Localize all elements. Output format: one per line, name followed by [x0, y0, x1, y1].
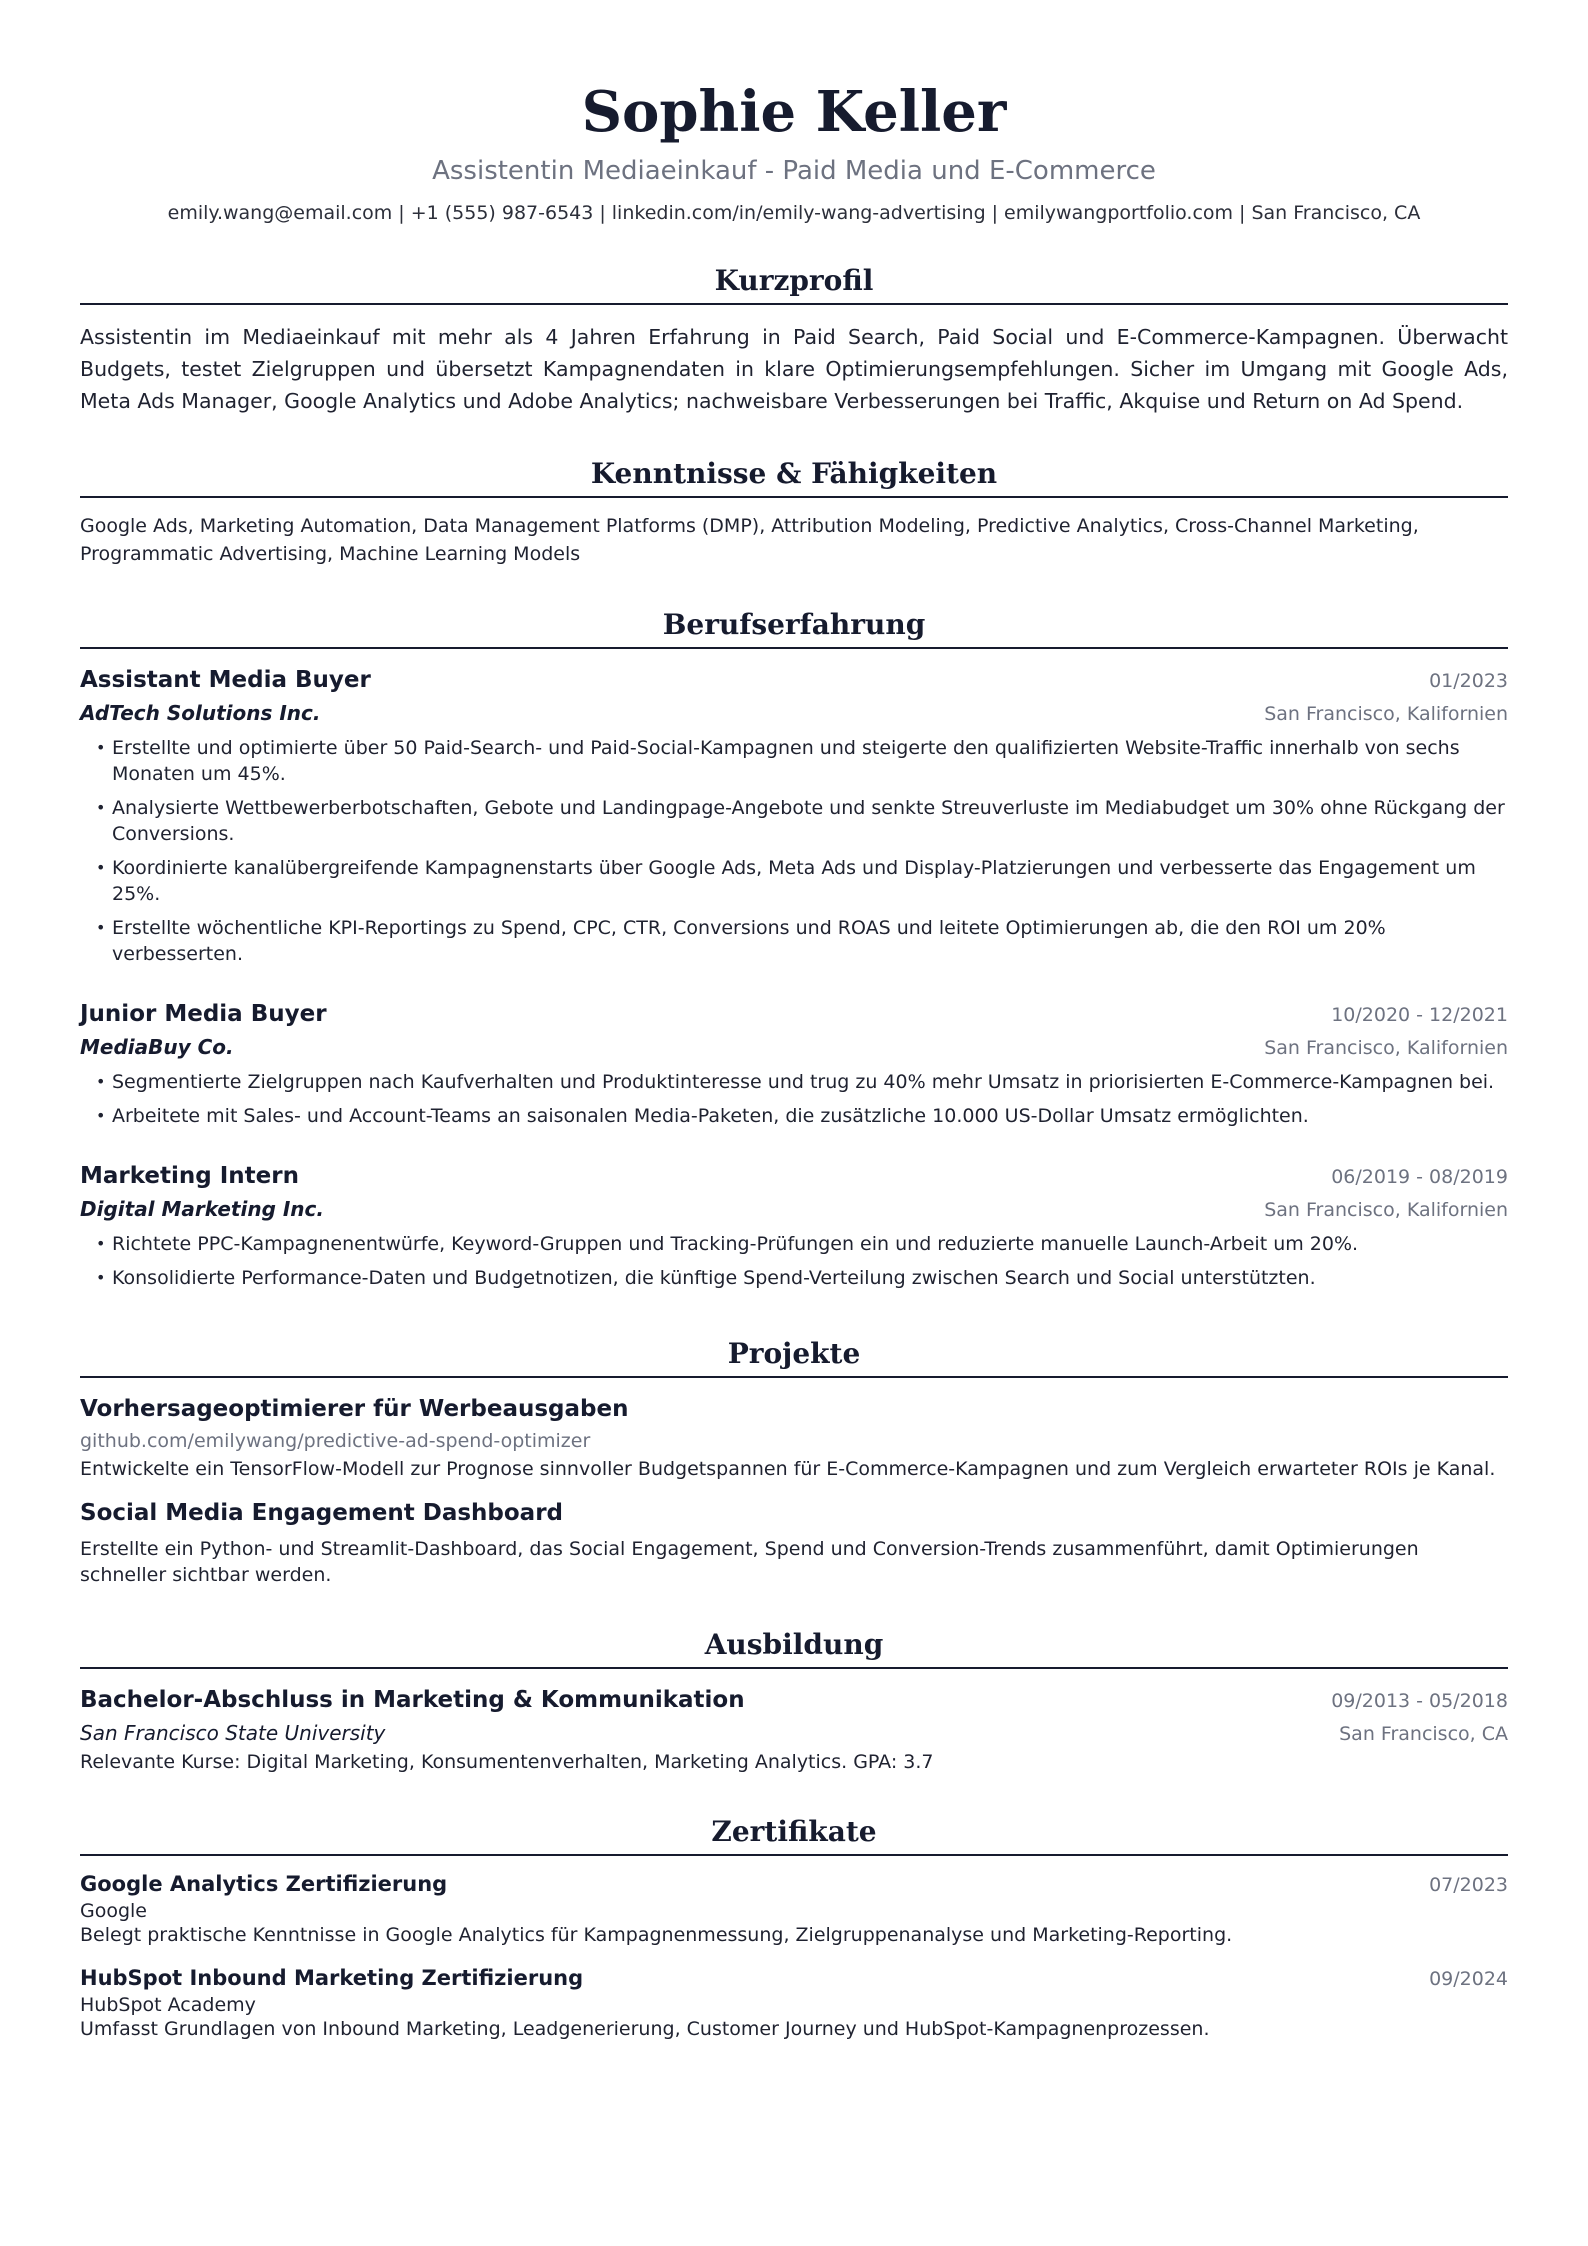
summary-section	[80, 264, 1508, 417]
project-name: Vorhersageoptimierer für Werbeausgaben	[80, 1396, 629, 1423]
job-entry	[80, 667, 1508, 967]
job-company: MediaBuy Co.	[80, 1035, 234, 1060]
job-bullet: • Konsolidierte Performance-Daten und Budgetnotizen, die künftige Spend-Verteilung zwischen Search und Social unterstützten.	[112, 1265, 1508, 1291]
job-company: AdTech Solutions Inc.	[80, 701, 321, 726]
certificates-section	[80, 1815, 1508, 2042]
project-link[interactable]: github.com/emilywang/predictive-ad-spend-optimizer	[80, 1430, 591, 1453]
skills-heading: Kenntnisse & Fähigkeiten	[80, 457, 1508, 498]
projects-section	[80, 1337, 1508, 1588]
education-date: 09/2013 - 05/2018	[1331, 1690, 1508, 1713]
job-company: Digital Marketing Inc.	[80, 1197, 324, 1222]
job-entry	[80, 1163, 1508, 1291]
job-bullets	[80, 1231, 1508, 1291]
education-entry	[80, 1687, 1508, 1775]
project-entry	[80, 1396, 1508, 1482]
job-location: San Francisco, Kalifornien	[1264, 1037, 1508, 1060]
candidate-name: Sophie Keller	[581, 79, 1007, 145]
education-degree: Bachelor-Abschluss in Marketing & Kommunikation	[80, 1687, 745, 1714]
experience-section	[80, 608, 1508, 1291]
experience-heading: Berufserfahrung	[80, 608, 1508, 649]
job-date: 06/2019 - 08/2019	[1331, 1166, 1508, 1189]
job-location: San Francisco, Kalifornien	[1264, 703, 1508, 726]
certificate-name: Google Analytics Zertifizierung	[80, 1872, 448, 1897]
education-details: Relevante Kurse: Digital Marketing, Konsumentenverhalten, Marketing Analytics. GPA: 3.7	[80, 1751, 934, 1774]
project-entry	[80, 1500, 1508, 1588]
contact-separator: |	[991, 202, 999, 225]
certificates-heading: Zertifikate	[80, 1815, 1508, 1856]
education-school: San Francisco State University	[80, 1721, 386, 1746]
contact-linkedin[interactable]: linkedin.com/in/emily-wang-advertising	[611, 202, 986, 225]
skills-section	[80, 457, 1508, 568]
job-role: Marketing Intern	[80, 1163, 299, 1190]
job-date: 10/2020 - 12/2021	[1331, 1004, 1508, 1027]
summary-text: Assistentin im Mediaeinkauf mit mehr als 4 Jahren Erfahrung in Paid Search, Paid Social und E-Commerce-Kampagnen. Überwacht Budgets, testet Zielgruppen und übersetzt Kampagnendaten in klare Optimierungsempfehlungen. Sicher im Umgang mit Google Ads, Meta Ads Manager, Google Analytics und Adobe Analytics; nachweisbare Verbesserungen bei Traffic, Akquise und Return on Ad Spend.	[80, 325, 1508, 414]
certificate-description: Umfasst Grundlagen von Inbound Marketing, Leadgenerierung, Customer Journey und HubSpot-Kampagnenprozessen.	[80, 2018, 1210, 2041]
contact-email[interactable]: emily.wang@email.com	[167, 202, 393, 225]
job-bullet: • Analysierte Wettbewerberbotschaften, Gebote und Landingpage-Angebote und senkte Streuverluste im Mediabudget um 30% ohne Rückgang der Conversions.	[112, 795, 1508, 847]
job-bullet: • Richtete PPC-Kampagnenentwürfe, Keyword-Gruppen und Tracking-Prüfungen ein und reduzierte manuelle Launch-Arbeit um 20%.	[112, 1231, 1508, 1257]
job-bullet: • Koordinierte kanalübergreifende Kampagnenstarts über Google Ads, Meta Ads und Display-Platzierungen und verbesserte das Engagement um 25%.	[112, 855, 1508, 907]
contact-separator: |	[1239, 202, 1246, 225]
contact-portfolio[interactable]: emilywangportfolio.com	[1004, 202, 1234, 225]
contact-phone[interactable]: +1 (555) 987-6543	[410, 202, 594, 225]
contact-separator: |	[599, 202, 606, 225]
job-date: 01/2023	[1429, 670, 1508, 693]
education-heading: Ausbildung	[80, 1628, 1508, 1669]
summary-heading: Kurzprofil	[80, 264, 1508, 305]
job-role: Assistant Media Buyer	[80, 667, 371, 694]
education-location: San Francisco, CA	[1339, 1723, 1508, 1746]
certificate-issuer: Google	[80, 1900, 148, 1923]
certificate-entry	[80, 1872, 1508, 1948]
education-section	[80, 1628, 1508, 1775]
skills-text: Google Ads, Marketing Automation, Data Management Platforms (DMP), Attribution Modeling, Predictive Analytics, Cross-Channel Marketing, Programmatic Advertising, Machine Learning Models	[80, 515, 1419, 566]
certificate-date: 07/2023	[1429, 1874, 1508, 1897]
certificate-entry	[80, 1966, 1508, 2042]
contact-location: San Francisco, CA	[1251, 202, 1421, 225]
certificate-issuer: HubSpot Academy	[80, 1994, 256, 2017]
certificate-date: 09/2024	[1429, 1968, 1508, 1991]
job-bullet: • Erstellte und optimierte über 50 Paid-Search- und Paid-Social-Kampagnen und steigerte den qualifizierten Website-Traffic innerhalb von sechs Monaten um 45%.	[112, 735, 1508, 787]
certificate-description: Belegt praktische Kenntnisse in Google Analytics für Kampagnenmessung, Zielgruppenanalyse und Marketing-Reporting.	[80, 1924, 1233, 1947]
project-description: Erstellte ein Python- und Streamlit-Dashboard, das Social Engagement, Spend und Conversion-Trends zusammenführt, damit Optimierungen schneller sichtbar werden.	[80, 1538, 1419, 1587]
candidate-headline: Assistentin Mediaeinkauf - Paid Media und E-Commerce	[432, 156, 1156, 187]
job-bullet: • Segmentierte Zielgruppen nach Kaufverhalten und Produktinteresse und trug zu 40% mehr Umsatz in priorisierten E-Commerce-Kampagnen bei.	[112, 1069, 1508, 1095]
job-bullets	[80, 735, 1508, 967]
project-name: Social Media Engagement Dashboard	[80, 1500, 563, 1527]
certificate-name: HubSpot Inbound Marketing Zertifizierung	[80, 1966, 584, 1991]
contact-line	[80, 202, 1508, 224]
job-role: Junior Media Buyer	[80, 1001, 327, 1028]
job-bullet: • Arbeitete mit Sales- und Account-Teams an saisonalen Media-Paketen, die zusätzliche 10.000 US-Dollar Umsatz ermöglichten.	[112, 1103, 1508, 1129]
job-bullets	[80, 1069, 1508, 1129]
projects-heading: Projekte	[80, 1337, 1508, 1378]
project-description: Entwickelte ein TensorFlow-Modell zur Prognose sinnvoller Budgetspannen für E-Commerce-Kampagnen und zum Vergleich erwarteter ROIs je Kanal.	[80, 1458, 1496, 1481]
job-location: San Francisco, Kalifornien	[1264, 1199, 1508, 1222]
contact-separator: |	[398, 202, 405, 225]
job-bullet: • Erstellte wöchentliche KPI-Reportings zu Spend, CPC, CTR, Conversions und ROAS und leitete Optimierungen ab, die den ROI um 20% verbesserten.	[112, 915, 1508, 967]
job-entry	[80, 1001, 1508, 1129]
resume-header	[80, 0, 1508, 224]
